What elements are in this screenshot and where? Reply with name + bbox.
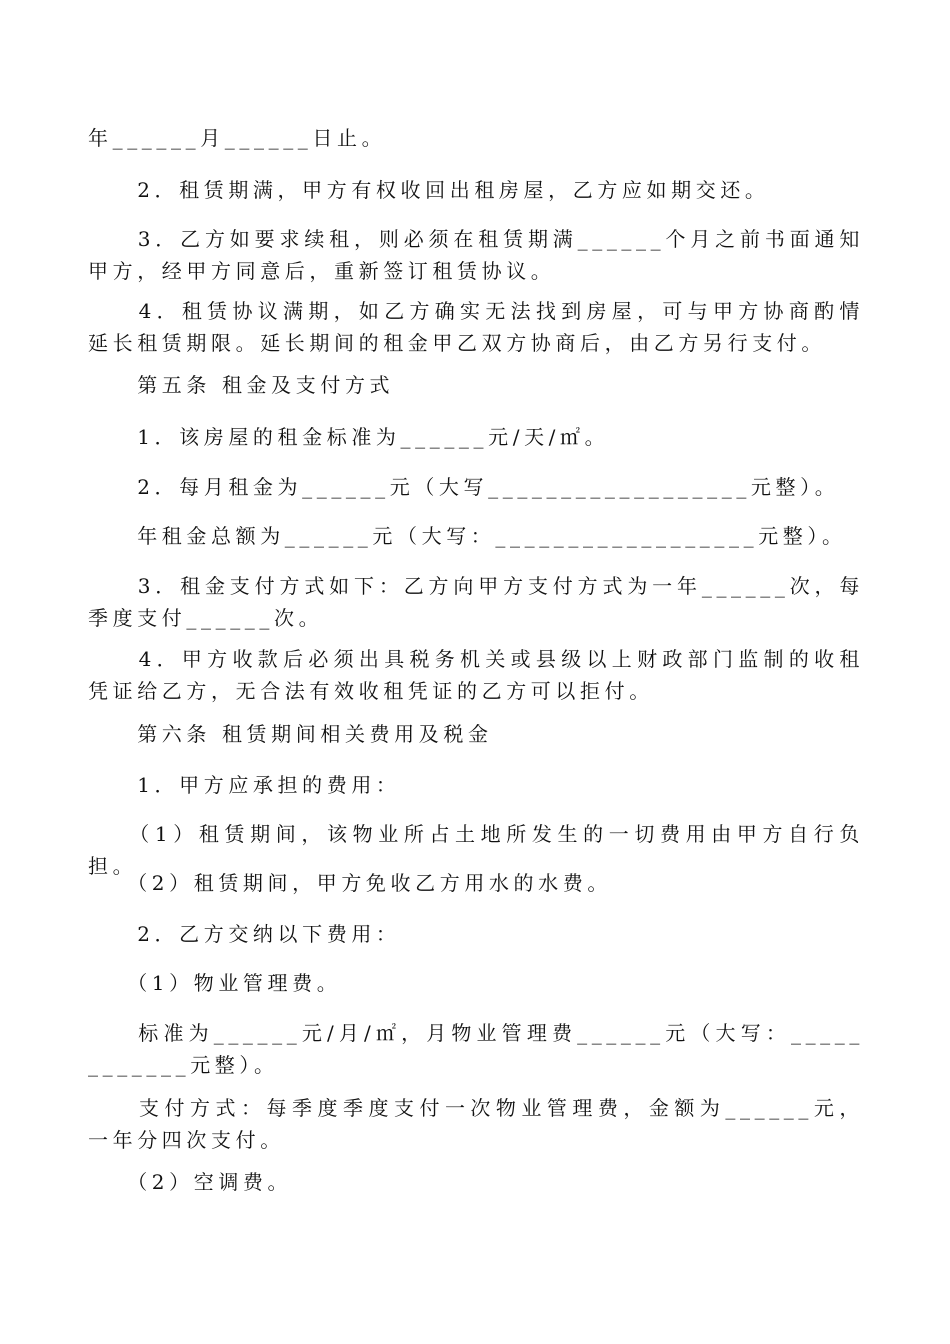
section-heading-article-5: 第五条 租金及支付方式 <box>88 373 395 397</box>
paragraph-lease-end-date: 年______月______日止。 <box>88 126 387 150</box>
paragraph-clause-4-4: 4．租赁协议满期，如乙方确实无法找到房屋，可与甲方协商酌情延长租赁期限。延长期间的租金甲乙双方协商后，由乙方另行支付。 <box>88 299 864 355</box>
paragraph-clause-6-1-2: （2）租赁期间，甲方免收乙方用水的水费。 <box>88 871 612 895</box>
paragraph-clause-4-2: 2．租赁期满，甲方有权收回出租房屋，乙方应如期交还。 <box>88 178 770 202</box>
paragraph-clause-5-2: 2．每月租金为______元（大写__________________元整）。 <box>88 475 840 499</box>
paragraph-clause-6-1: 1．甲方应承担的费用： <box>88 773 401 797</box>
paragraph-clause-5-3: 3．租金支付方式如下：乙方向甲方支付方式为一年______次，每季度支付______次。 <box>88 574 864 630</box>
section-heading-article-6: 第六条 租赁期间相关费用及税金 <box>88 722 493 746</box>
paragraph-clause-6-1-1: （1）租赁期间，该物业所占土地所发生的一切费用由甲方自行负担。 <box>88 822 864 878</box>
paragraph-clause-5-1: 1．该房屋的租金标准为______元/天/㎡。 <box>88 425 610 449</box>
paragraph-annual-rent: 年租金总额为______元（大写：__________________元整）。 <box>88 524 847 548</box>
paragraph-clause-6-2-1: （1）物业管理费。 <box>88 971 342 995</box>
paragraph-clause-4-3: 3．乙方如要求续租，则必须在租赁期满______个月之前书面通知甲方，经甲方同意后，重新签订租赁协议。 <box>88 227 864 283</box>
paragraph-clause-6-2: 2．乙方交纳以下费用： <box>88 922 401 946</box>
paragraph-management-fee-standard: 标准为______元/月/㎡，月物业管理费______元（大写：____________元整）。 <box>88 1021 864 1077</box>
paragraph-clause-5-4: 4．甲方收款后必须出具税务机关或县级以上财政部门监制的收租凭证给乙方，无合法有效收租凭证的乙方可以拒付。 <box>88 647 864 703</box>
paragraph-management-fee-payment: 支付方式：每季度季度支付一次物业管理费，金额为______元，一年分四次支付。 <box>88 1096 864 1152</box>
paragraph-clause-6-2-2: （2）空调费。 <box>88 1170 293 1194</box>
